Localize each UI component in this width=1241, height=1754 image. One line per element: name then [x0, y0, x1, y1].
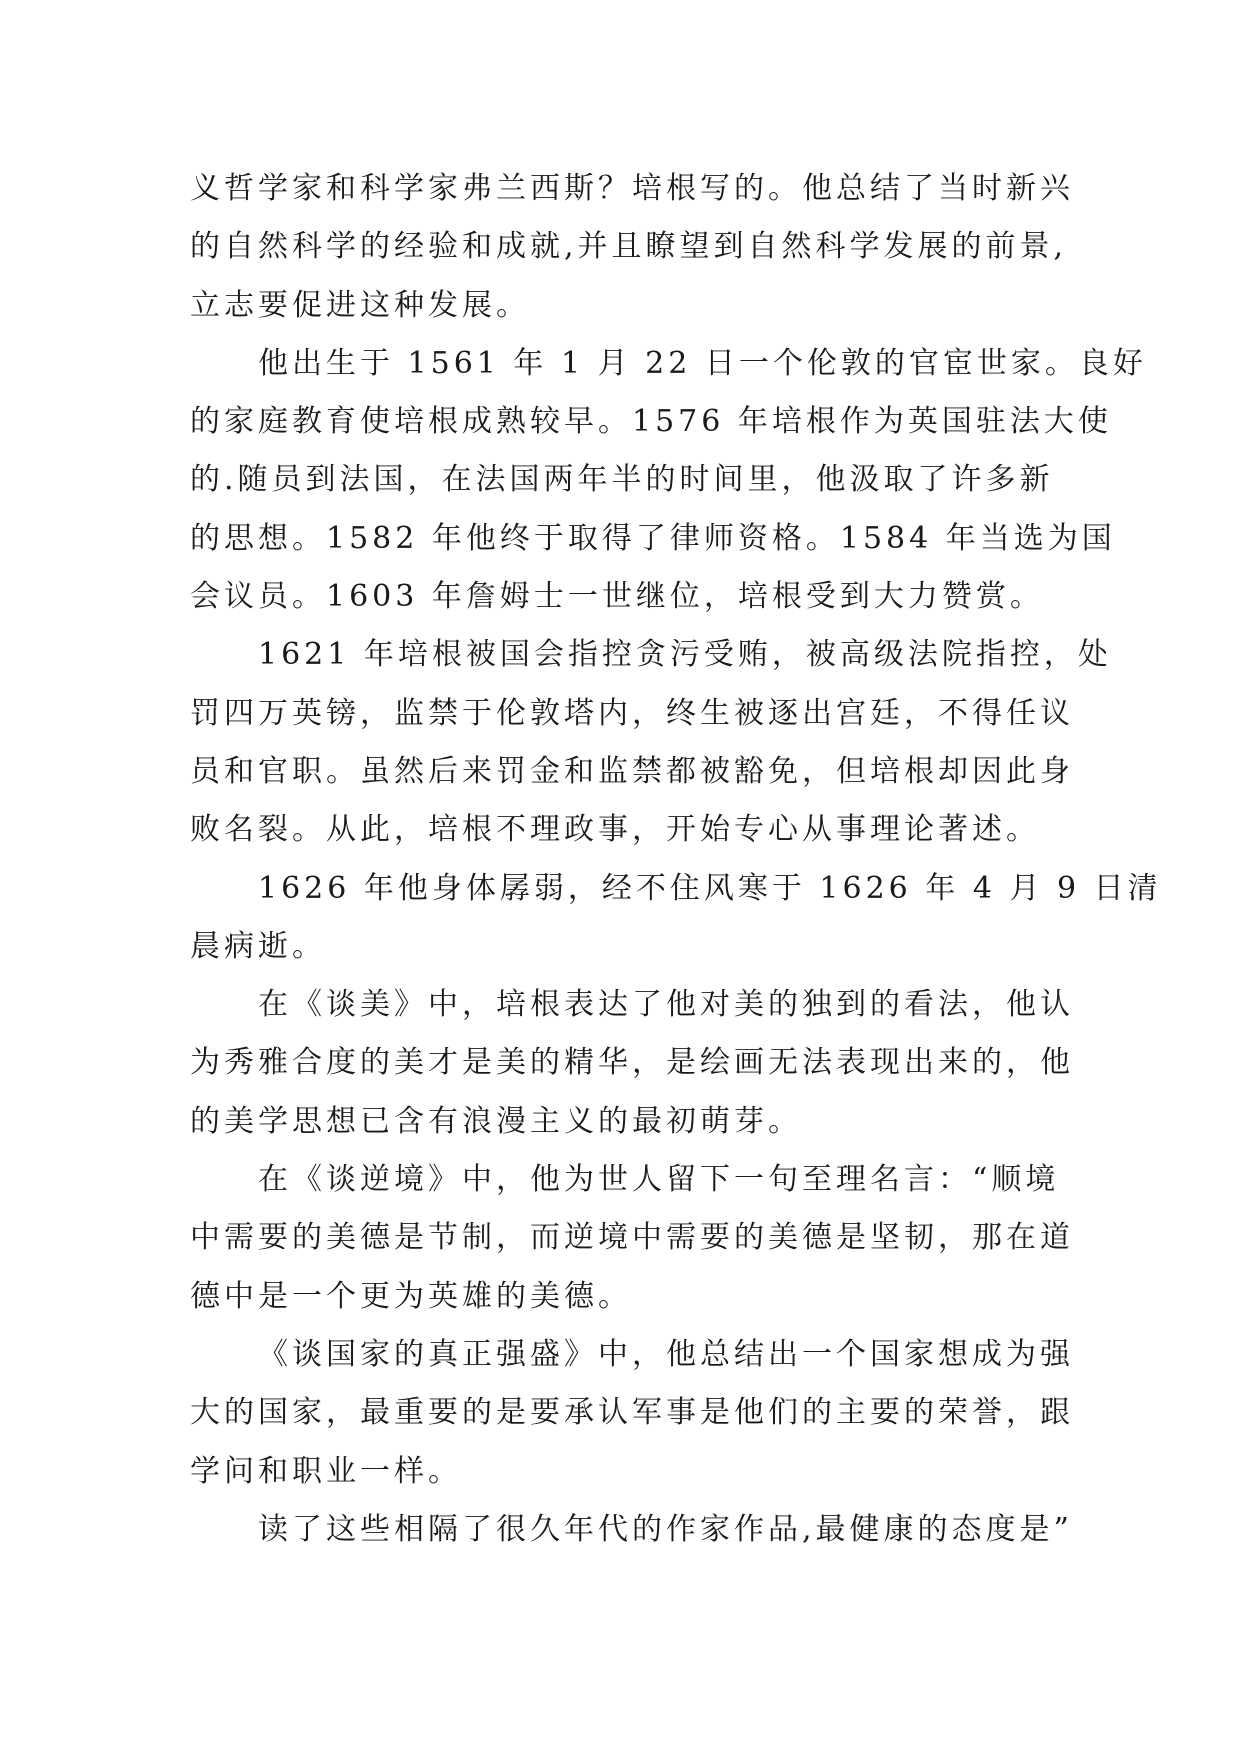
- text-line: 会议员。1603 年詹姆士一世继位，培根受到大力赞赏。: [190, 579, 1044, 615]
- text-line: 《谈国家的真正强盛》中，他总结出一个国家想成为强: [258, 1336, 1074, 1372]
- paragraph: [190, 160, 1090, 335]
- text-line: 员和官职。虽然后来罚金和监禁都被豁免，但培根却因此身: [190, 753, 1074, 789]
- text-line: 的家庭教育使培根成熟较早。1576 年培根作为英国驻法大使: [190, 404, 1112, 440]
- text-line: 在《谈逆境》中，他为世人留下一句至理名言：“顺境: [258, 1162, 1060, 1198]
- paragraph: [190, 976, 1090, 1151]
- text-line: 为秀雅合度的美才是美的精华，是绘画无法表现出来的，他: [190, 1045, 1074, 1081]
- paragraph: [190, 1151, 1090, 1326]
- text-line: 罚四万英镑，监禁于伦敦塔内，终生被逐出宫廷，不得任议: [190, 695, 1074, 731]
- text-line: 他出生于 1561 年 1 月 22 日一个伦敦的官宦世家。良好: [258, 345, 1147, 381]
- paragraph: [190, 1326, 1090, 1501]
- text-line: 读了这些相隔了很久年代的作家作品,最健康的态度是”: [258, 1511, 1073, 1547]
- text-line: 义哲学家和科学家弗兰西斯？培根写的。他总结了当时新兴: [190, 171, 1074, 206]
- text-line: 大的国家，最重要的是要承认军事是他们的主要的荣誉，跟: [190, 1395, 1074, 1431]
- paragraph: [190, 860, 1162, 977]
- text-line: 在《谈美》中，培根表达了他对美的独到的看法，他认: [258, 987, 1074, 1023]
- text-line: 的思想。1582 年他终于取得了律师资格。1584 年当选为国: [190, 520, 1116, 556]
- text-line: 立志要促进这种发展。: [190, 287, 530, 323]
- text-line: 中需要的美德是节制，而逆境中需要的美德是坚韧，那在道: [190, 1220, 1074, 1256]
- text-line: 败名裂。从此，培根不理政事，开始专心从事理论著述。: [190, 812, 1040, 848]
- text-line: 晨病逝。: [190, 928, 326, 964]
- text-line: 学问和职业一样。: [190, 1453, 462, 1489]
- text-line: 1626 年他身体孱弱，经不住风寒于 1626 年 4 月 9 日清: [258, 870, 1162, 906]
- paragraph: [190, 1501, 1090, 1559]
- text-line: 1621 年培根被国会指控贪污受贿，被高级法院指控，处: [258, 637, 1112, 673]
- paragraph: [190, 335, 1147, 626]
- text-line: 的美学思想已含有浪漫主义的最初萌芽。: [190, 1103, 802, 1139]
- paragraph: [190, 626, 1112, 859]
- text-line: 的.随员到法国，在法国两年半的时间里，他汲取了许多新: [190, 462, 1054, 498]
- body-text: [190, 160, 1162, 1559]
- text-line: 德中是一个更为英雄的美德。: [190, 1278, 632, 1314]
- text-line: 的自然科学的经验和成就,并且瞭望到自然科学发展的前景,: [190, 229, 1068, 265]
